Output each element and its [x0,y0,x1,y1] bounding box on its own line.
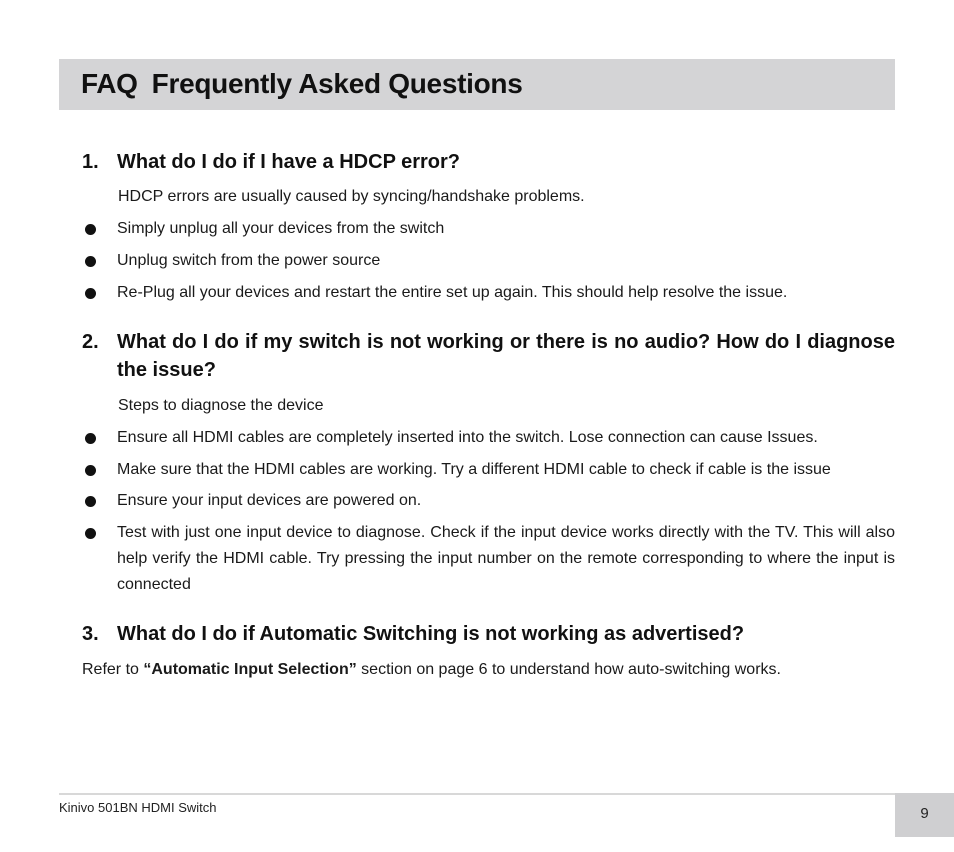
list-item-text: Re-Plug all your devices and restart the entire set up again. This should help resolve the issue. [117,284,788,301]
question-number: 3. [82,623,99,645]
page-number: 9 [920,805,929,822]
question-number: 1. [82,151,99,173]
list-item-text: Unplug switch from the power source [117,252,381,269]
bullet-icon [85,288,96,299]
refer-paragraph [82,658,781,682]
header-prefix: FAQ [81,68,138,99]
list-item [82,520,895,600]
refer-suffix: section on page 6 to understand how auto-switching works. [361,661,781,678]
list-item-text: Ensure all HDMI cables are completely inserted into the switch. Lose connection can cause Issues. [117,429,818,446]
bullet-icon [85,528,96,539]
bullet-icon [85,224,96,235]
bullet-icon [85,465,96,476]
bullet-icon [85,433,96,444]
footer-product-name: Kinivo 501BN HDMI Switch [59,800,217,815]
refer-prefix: Refer to [82,661,139,678]
list-item-text: Test with just one input device to diagnose. Check if the input device works directly with the TV. This will also help verify the HDMI cable. Try pressing the input number on the remote corresponding to where the input is connected [117,524,895,593]
question-text: What do I do if I have a HDCP error? [117,151,461,173]
footer-divider [59,793,895,795]
bullet-icon [85,496,96,507]
page-header [59,59,895,110]
list-item-text: Simply unplug all your devices from the switch [117,220,445,237]
bullet-icon [85,256,96,267]
header-title-text: Frequently Asked Questions [151,68,523,99]
page-number-box [895,793,954,837]
page-title [81,68,522,100]
question-text: What do I do if Automatic Switching is not working as advertised? [117,623,745,645]
section-intro: Steps to diagnose the device [118,397,324,414]
question-number: 2. [82,331,99,353]
list-item-text: Make sure that the HDMI cables are working. Try a different HDMI cable to check if cable is the issue [117,461,831,478]
refer-link-text: “Automatic Input Selection” [143,661,357,678]
list-item-text: Ensure your input devices are powered on. [117,492,422,509]
section-intro: HDCP errors are usually caused by syncing/handshake problems. [118,188,585,205]
question-text: What do I do if my switch is not working or there is no audio? How do I diagnose the issue? [117,331,895,381]
